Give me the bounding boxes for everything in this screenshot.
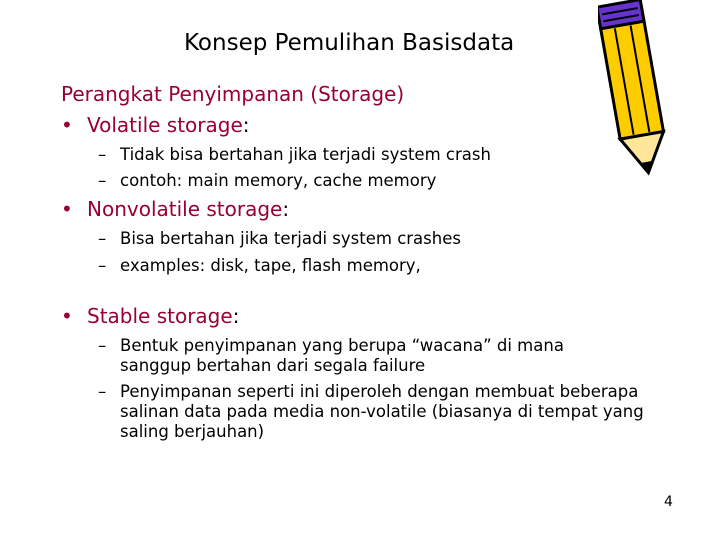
sub-dash: – — [98, 382, 107, 401]
sub-item — [98, 336, 598, 376]
sub-dash: – — [98, 171, 107, 190]
bullet-colon: : — [242, 113, 250, 137]
sub-item-text: Tidak bisa bertahan jika terjadi system crash — [120, 145, 491, 164]
bullet-dot: • — [61, 197, 73, 221]
bullet-colon: : — [282, 197, 290, 221]
page-number: 4 — [664, 494, 673, 510]
sub-item-text: Bentuk penyimpanan yang berupa “wacana” di mana sanggup bertahan dari segala failure — [120, 336, 564, 375]
sub-dash: – — [98, 229, 107, 248]
bullet-label: Volatile storage — [87, 113, 243, 137]
pencil-icon — [598, 0, 670, 182]
sub-dash: – — [98, 145, 107, 164]
bullet-label: Stable storage — [87, 304, 233, 328]
bullet-volatile-storage — [61, 113, 250, 137]
sub-item-text: Penyimpanan seperti ini diperoleh dengan membuat beberapa salinan data pada media non-volatile (biasanya di tempat yang saling berjauhan) — [120, 382, 644, 441]
sub-item-text: examples: disk, tape, flash memory, — [120, 256, 421, 275]
sub-item — [98, 256, 558, 276]
bullet-nonvolatile-storage — [61, 197, 289, 221]
bullet-stable-storage — [61, 304, 239, 328]
bullet-dot: • — [61, 113, 73, 137]
slide-title: Konsep Pemulihan Basisdata — [184, 30, 515, 56]
bullet-label: Nonvolatile storage — [87, 197, 283, 221]
bullet-colon: : — [232, 304, 240, 328]
sub-item — [98, 145, 558, 165]
sub-item-text: Bisa bertahan jika terjadi system crashes — [120, 229, 461, 248]
sub-item — [98, 171, 558, 191]
sub-item — [98, 229, 558, 249]
sub-item — [98, 382, 653, 442]
bullet-dot: • — [61, 304, 73, 328]
sub-item-text: contoh: main memory, cache memory — [120, 171, 437, 190]
sub-dash: – — [98, 336, 107, 355]
sub-dash: – — [98, 256, 107, 275]
section-heading: Perangkat Penyimpanan (Storage) — [61, 82, 405, 106]
